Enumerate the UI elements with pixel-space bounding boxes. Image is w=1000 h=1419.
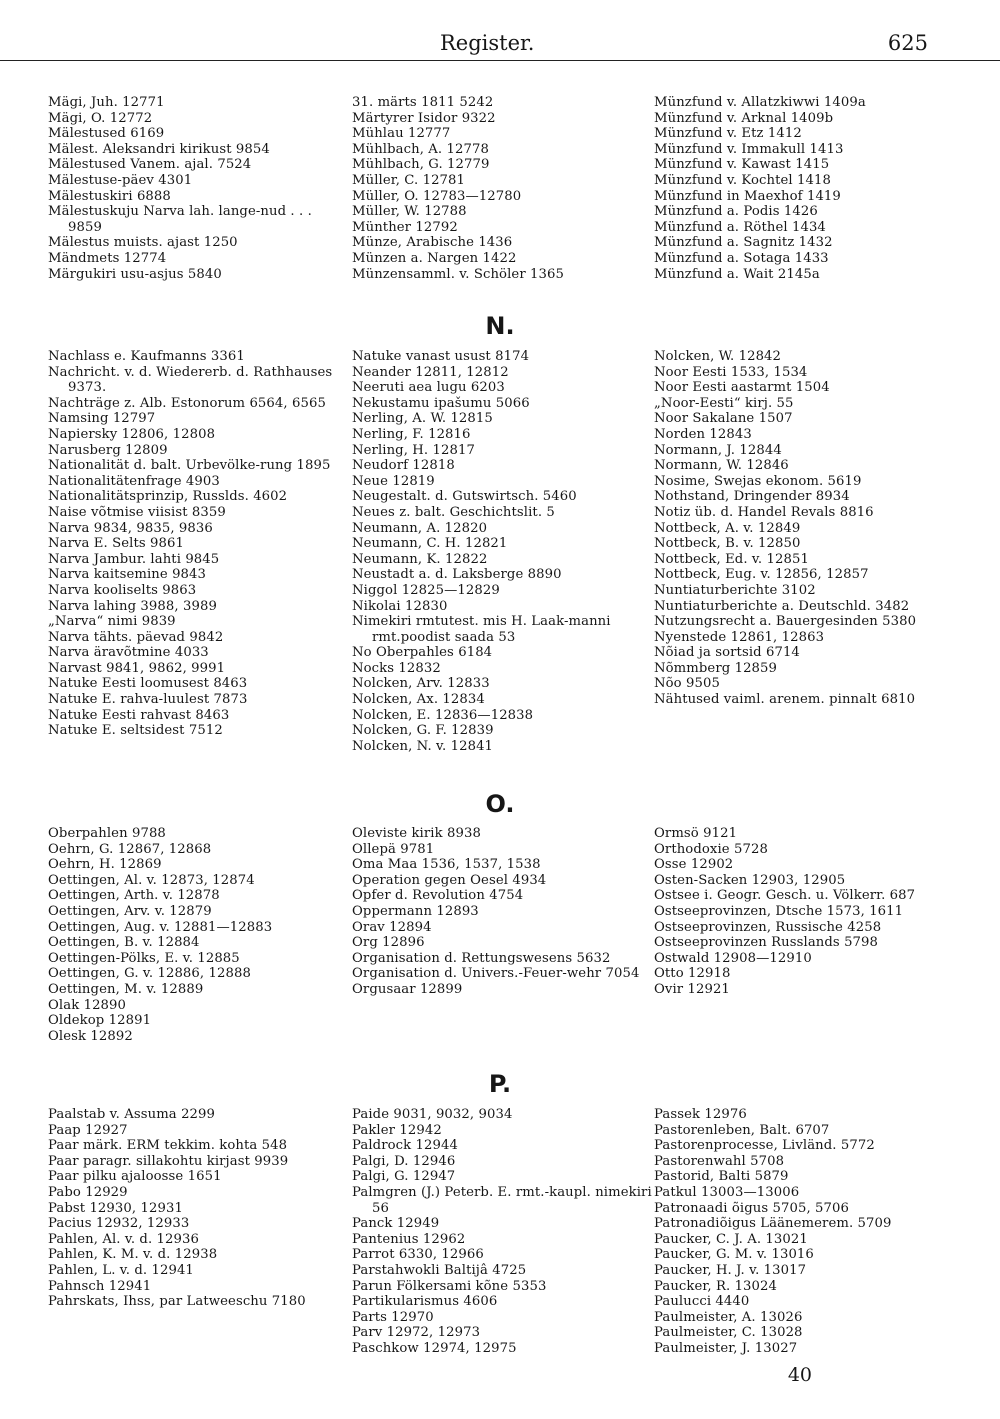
index-column-3 <box>654 349 939 708</box>
index-entry: Pahrskats, Ihss, par Latweeschu 7180 <box>48 1294 306 1310</box>
index-entry: Müller, O. 12783—12780 <box>352 188 522 204</box>
index-entry: Patkul 13003—13006 <box>654 1184 800 1200</box>
index-entry: Nerling, A. W. 12815 <box>352 411 493 427</box>
index-entry: Paide 9031, 9032, 9034 <box>352 1107 513 1122</box>
letter-heading-o: O. <box>485 790 515 818</box>
page-title: Register. <box>440 31 535 55</box>
index-entry: Oleviste kirik 8938 <box>352 826 481 841</box>
index-entry: Nosime, Swejas ekonom. 5619 <box>654 473 862 489</box>
index-entry: Paldrock 12944 <box>352 1138 458 1154</box>
index-entry: Münzen a. Nargen 1422 <box>352 250 517 266</box>
index-entry: Nottbeck, A. v. 12849 <box>654 520 801 536</box>
index-entry: Märgukiri usu-asjus 5840 <box>48 266 222 282</box>
index-entry: No Oberpahles 6184 <box>352 645 493 661</box>
index-entry: Ostsee i. Geogr. Gesch. u. Völkerr. 687 <box>654 888 916 904</box>
index-entry: Münzfund v. Etz 1412 <box>654 126 802 142</box>
letter-heading-n: N. <box>485 312 515 340</box>
index-entry: Ollepä 9781 <box>352 841 435 857</box>
index-entry: Narva lahing 3988, 3989 <box>48 598 217 614</box>
index-entry: Nolcken, N. v. 12841 <box>352 738 494 754</box>
index-entry: Münzensamml. v. Schöler 1365 <box>352 266 564 282</box>
index-entry: Narva Jambur. lahti 9845 <box>48 551 220 567</box>
index-entry: Natuke Eesti rahvast 8463 <box>48 707 230 723</box>
index-entry: Niggol 12825—12829 <box>352 582 500 598</box>
index-entry: Normann, J. 12844 <box>654 442 782 458</box>
index-entry: Märtyrer Isidor 9322 <box>352 110 496 126</box>
index-entry: Oettingen, Arv. v. 12879 <box>48 903 212 919</box>
page-header <box>0 30 1000 61</box>
index-entry: Münzfund v. Arknal 1409b <box>654 110 834 126</box>
index-column-3 <box>654 1107 939 1357</box>
index-column-2 <box>352 349 652 754</box>
index-entry: Nachlass e. Kaufmanns 3361 <box>48 349 245 364</box>
index-entry: Pacius 12932, 12933 <box>48 1216 190 1232</box>
index-entry: Nationalitätenfrage 4903 <box>48 473 220 489</box>
index-entry: Müller, C. 12781 <box>352 172 466 188</box>
index-entry: Ostwald 12908—12910 <box>654 950 812 966</box>
index-entry: Pastorenwahl 5708 <box>654 1153 785 1169</box>
index-entry: Mälestuse-päev 4301 <box>48 172 193 188</box>
index-entry: Münzfund v. Allatzkiwwi 1409a <box>654 95 866 110</box>
index-entry: Münzfund a. Sotaga 1433 <box>654 250 829 266</box>
index-entry: Ostseeprovinzen, Russische 4258 <box>654 919 882 935</box>
index-entry: Mägi, O. 12772 <box>48 110 153 126</box>
index-entry: Nottbeck, Ed. v. 12851 <box>654 551 809 567</box>
index-entry: Org 12896 <box>352 935 425 951</box>
index-entry: Paucker, H. J. v. 13017 <box>654 1262 807 1278</box>
index-entry: Norden 12843 <box>654 426 752 442</box>
index-entry: Münzfund a. Wait 2145a <box>654 266 820 282</box>
index-entry: Mälestused 6169 <box>48 126 165 142</box>
index-entry: Oberpahlen 9788 <box>48 826 166 841</box>
index-entry: Nationalitätsprinzip, Russlds. 4602 <box>48 489 288 505</box>
index-entry: Partikularismus 4606 <box>352 1294 498 1310</box>
index-entry: Paar märk. ERM tekkim. kohta 548 <box>48 1138 288 1154</box>
index-entry: Nõo 9505 <box>654 676 720 692</box>
page-number: 625 <box>887 31 928 55</box>
index-entry: Nolcken, Ax. 12834 <box>352 692 485 708</box>
index-entry: Natuke E. seltsidest 7512 <box>48 723 223 739</box>
index-entry: Münzfund in Maexhof 1419 <box>654 188 841 204</box>
index-entry: Palmgren (J.) Peterb. E. rmt.-kaupl. nimekiri 56 <box>352 1184 652 1216</box>
index-entry: Neustadt a. d. Laksberge 8890 <box>352 567 562 583</box>
index-entry: Pastorenprocesse, Livländ. 5772 <box>654 1138 875 1154</box>
index-entry: Passek 12976 <box>654 1107 747 1122</box>
index-entry: Münzfund a. Sagnitz 1432 <box>654 235 833 251</box>
index-entry: Palgi, G. 12947 <box>352 1169 456 1185</box>
index-column-2 <box>352 1107 652 1357</box>
index-entry: Münzfund v. Kawast 1415 <box>654 157 830 173</box>
index-entry: Neumann, A. 12820 <box>352 520 488 536</box>
index-entry: Nekustamu ipašumu 5066 <box>352 395 530 411</box>
index-entry: Orthodoxie 5728 <box>654 841 768 857</box>
index-entry: Nerling, H. 12817 <box>352 442 475 458</box>
index-entry: Münzfund a. Röthel 1434 <box>654 219 826 235</box>
index-entry: Oettingen-Pölks, E. v. 12885 <box>48 950 240 966</box>
index-entry: Paucker, R. 13024 <box>654 1278 778 1294</box>
index-entry: Pastorenleben, Balt. 6707 <box>654 1122 830 1138</box>
index-entry: Müller, W. 12788 <box>352 204 467 220</box>
index-entry: Nõmmberg 12859 <box>654 660 778 676</box>
index-entry: Mägi, Juh. 12771 <box>48 95 165 110</box>
index-column-3 <box>654 826 939 998</box>
index-column-1 <box>48 1107 348 1310</box>
index-column-2 <box>352 826 652 998</box>
index-entry: Nuntiaturberichte 3102 <box>654 582 816 598</box>
index-entry: Pahlen, L. v. d. 12941 <box>48 1262 194 1278</box>
index-entry: Mälestuskuju Narva lah. lange-nud . . . 9859 <box>48 204 312 235</box>
index-entry: Osse 12902 <box>654 857 734 873</box>
letter-heading-p: P. <box>488 1070 512 1098</box>
index-entry: Mühlau 12777 <box>352 126 451 142</box>
index-entry: Oettingen, Aug. v. 12881—12883 <box>48 919 273 935</box>
index-entry: Narva äravõtmine 4033 <box>48 645 209 661</box>
index-entry: Narva E. Selts 9861 <box>48 536 184 552</box>
index-entry: Mühlbach, G. 12779 <box>352 157 490 173</box>
index-entry: Pakler 12942 <box>352 1122 442 1138</box>
index-entry: Nimekiri rmtutest. mis H. Laak-manni rmt.poodist saada 53 <box>352 614 611 645</box>
index-column-2 <box>352 95 652 282</box>
index-entry: Narva kooliselts 9863 <box>48 582 197 598</box>
index-entry: Nolcken, W. 12842 <box>654 349 782 364</box>
index-entry: Oettingen, Arth. v. 12878 <box>48 888 220 904</box>
index-entry: Osten-Sacken 12903, 12905 <box>654 872 846 888</box>
index-entry: Neudorf 12818 <box>352 458 455 474</box>
index-entry: Neue 12819 <box>352 473 435 489</box>
index-entry: Paar pilku ajaloosse 1651 <box>48 1169 222 1185</box>
index-entry: Orgusaar 12899 <box>352 981 463 997</box>
index-entry: Oettingen, G. v. 12886, 12888 <box>48 966 251 982</box>
index-entry: Neeruti aea lugu 6203 <box>352 380 505 396</box>
index-entry: Neugestalt. d. Gutswirtsch. 5460 <box>352 489 577 505</box>
index-entry: Nähtused vaiml. arenem. pinnalt 6810 <box>654 692 916 708</box>
index-entry: „Noor-Eesti“ kirj. 55 <box>654 395 794 411</box>
index-entry: Münzfund v. Kochtel 1418 <box>654 172 831 188</box>
index-entry: Parun Fölkersami kõne 5353 <box>352 1278 547 1294</box>
index-entry: Paar paragr. sillakohtu kirjast 9939 <box>48 1153 289 1169</box>
index-entry: Paucker, C. J. A. 13021 <box>654 1231 808 1247</box>
index-entry: Pahlen, Al. v. d. 12936 <box>48 1231 200 1247</box>
index-entry: Patronaadi õigus 5705, 5706 <box>654 1200 850 1216</box>
index-entry: Ormsö 9121 <box>654 826 738 841</box>
index-entry: Nottbeck, B. v. 12850 <box>654 536 801 552</box>
index-entry: Nolcken, Arv. 12833 <box>352 676 490 692</box>
index-entry: Nikolai 12830 <box>352 598 448 614</box>
index-entry: Paschkow 12974, 12975 <box>352 1340 517 1356</box>
index-entry: Olesk 12892 <box>48 1028 133 1044</box>
index-entry: Oldekop 12891 <box>48 1013 152 1029</box>
index-entry: Naise võtmise viisist 8359 <box>48 504 226 520</box>
index-entry: 31. märts 1811 5242 <box>352 95 494 110</box>
index-entry: Noor Sakalane 1507 <box>654 411 793 427</box>
index-entry: Nothstand, Dringender 8934 <box>654 489 850 505</box>
index-entry: Nocks 12832 <box>352 660 441 676</box>
index-entry: Narva kaitsemine 9843 <box>48 567 207 583</box>
index-entry: Nolcken, E. 12836—12838 <box>352 707 534 723</box>
index-entry: Oehrn, G. 12867, 12868 <box>48 841 212 857</box>
index-entry: Pahnsch 12941 <box>48 1278 152 1294</box>
index-column-1 <box>48 95 348 282</box>
index-entry: Parrot 6330, 12966 <box>352 1247 484 1263</box>
index-entry: Nerling, F. 12816 <box>352 426 471 442</box>
index-entry: Münze, Arabische 1436 <box>352 235 513 251</box>
index-column-1 <box>48 826 348 1044</box>
index-entry: Namsing 12797 <box>48 411 156 427</box>
index-entry: Neumann, C. H. 12821 <box>352 536 508 552</box>
index-entry: Nyenstede 12861, 12863 <box>654 629 825 645</box>
index-entry: Natuke Eesti loomusest 8463 <box>48 676 248 692</box>
index-entry: Nottbeck, Eug. v. 12856, 12857 <box>654 567 869 583</box>
index-entry: Orav 12894 <box>352 919 432 935</box>
index-entry: Narva 9834, 9835, 9836 <box>48 520 213 536</box>
index-entry: Neues z. balt. Geschichtslit. 5 <box>352 504 555 520</box>
index-column-1 <box>48 349 348 739</box>
index-entry: Normann, W. 12846 <box>654 458 789 474</box>
index-entry: „Narva“ nimi 9839 <box>48 614 176 630</box>
index-column-3 <box>654 95 939 282</box>
index-entry: Ostseeprovinzen, Dtsche 1573, 1611 <box>654 903 904 919</box>
index-entry: Narusberg 12809 <box>48 442 168 458</box>
index-entry: Paalstab v. Assuma 2299 <box>48 1107 216 1122</box>
index-entry: Oettingen, M. v. 12889 <box>48 981 204 997</box>
index-entry: Parv 12972, 12973 <box>352 1325 481 1341</box>
index-entry: Pastorid, Balti 5879 <box>654 1169 789 1185</box>
index-entry: Parts 12970 <box>352 1309 434 1325</box>
index-entry: Nachricht. v. d. Wiedererb. d. Rathhauses 9373. <box>48 364 333 396</box>
signature-number: 40 <box>787 1364 812 1386</box>
index-entry: Opfer d. Revolution 4754 <box>352 888 524 904</box>
index-entry: Nationalität d. balt. Urbevölke-rung 1895 <box>48 458 331 474</box>
index-entry: Natuke E. rahva-luulest 7873 <box>48 692 248 708</box>
index-entry: Narvast 9841, 9862, 9991 <box>48 660 226 676</box>
index-entry: Paulucci 4440 <box>654 1294 750 1310</box>
index-entry: Oettingen, B. v. 12884 <box>48 935 200 951</box>
index-entry: Neumann, K. 12822 <box>352 551 488 567</box>
index-entry: Natuke vanast usust 8174 <box>352 349 530 364</box>
index-entry: Patronadiõigus Läänemerem. 5709 <box>654 1216 892 1232</box>
index-entry: Paulmeister, C. 13028 <box>654 1325 803 1341</box>
index-entry: Pabo 12929 <box>48 1184 128 1200</box>
index-entry: Organisation d. Rettungswesens 5632 <box>352 950 611 966</box>
index-entry: Ovir 12921 <box>654 981 730 997</box>
index-entry: Nolcken, G. F. 12839 <box>352 723 494 739</box>
index-entry: Oma Maa 1536, 1537, 1538 <box>352 857 541 873</box>
index-entry: Pabst 12930, 12931 <box>48 1200 183 1216</box>
index-entry: Mälestus muists. ajast 1250 <box>48 235 238 251</box>
index-entry: Mälestuskiri 6888 <box>48 188 171 204</box>
index-entry: Paap 12927 <box>48 1122 128 1138</box>
index-entry: Nachträge z. Alb. Estonorum 6564, 6565 <box>48 395 326 411</box>
index-entry: Notiz üb. d. Handel Revals 8816 <box>654 504 874 520</box>
index-entry: Neander 12811, 12812 <box>352 364 509 380</box>
index-entry: Operation gegen Oesel 4934 <box>352 872 547 888</box>
index-entry: Paulmeister, J. 13027 <box>654 1340 798 1356</box>
index-entry: Münzfund a. Podis 1426 <box>654 204 818 220</box>
index-entry: Münther 12792 <box>352 219 458 235</box>
index-entry: Organisation d. Univers.-Feuer-wehr 7054 <box>352 966 640 982</box>
index-entry: Nutzungsrecht a. Bauergesinden 5380 <box>654 614 917 630</box>
index-entry: Noor Eesti 1533, 1534 <box>654 364 808 380</box>
index-entry: Napiersky 12806, 12808 <box>48 426 216 442</box>
index-entry: Paucker, G. M. v. 13016 <box>654 1247 814 1263</box>
index-entry: Otto 12918 <box>654 966 731 982</box>
index-entry: Mälest. Aleksandri kirikust 9854 <box>48 141 270 157</box>
index-entry: Mühlbach, A. 12778 <box>352 141 489 157</box>
index-entry: Parstahwokli Baltijâ 4725 <box>352 1262 527 1278</box>
index-entry: Oettingen, Al. v. 12873, 12874 <box>48 872 255 888</box>
index-entry: Nõiad ja sortsid 6714 <box>654 645 800 661</box>
index-entry: Nuntiaturberichte a. Deutschld. 3482 <box>654 598 910 614</box>
index-entry: Ostseeprovinzen Russlands 5798 <box>654 935 879 951</box>
index-entry: Panck 12949 <box>352 1216 440 1232</box>
index-entry: Oehrn, H. 12869 <box>48 857 162 873</box>
index-entry: Noor Eesti aastarmt 1504 <box>654 380 830 396</box>
index-entry: Palgi, D. 12946 <box>352 1153 456 1169</box>
index-entry: Pahlen, K. M. v. d. 12938 <box>48 1247 218 1263</box>
index-entry: Narva tähts. päevad 9842 <box>48 629 224 645</box>
index-entry: Mälestused Vanem. ajal. 7524 <box>48 157 252 173</box>
index-entry: Oppermann 12893 <box>352 903 479 919</box>
index-entry: Olak 12890 <box>48 997 127 1013</box>
index-entry: Mändmets 12774 <box>48 250 167 266</box>
index-entry: Münzfund v. Immakull 1413 <box>654 141 844 157</box>
index-entry: Paulmeister, A. 13026 <box>654 1309 803 1325</box>
index-entry: Pantenius 12962 <box>352 1231 466 1247</box>
